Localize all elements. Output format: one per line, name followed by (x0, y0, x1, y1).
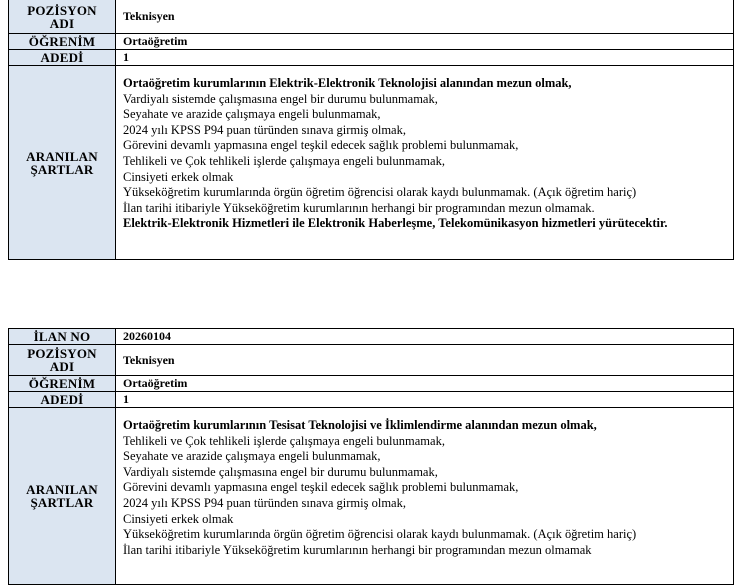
position-label: POZİSYON ADI (9, 0, 116, 34)
ilan-no-value: 20260104 (116, 329, 734, 345)
job-posting-table (8, 0, 734, 260)
count-value: 1 (116, 392, 734, 408)
requirement-item: İlan tarihi itibariyle Yükseköğretim kurumlarının herhangi bir programından mezun olmamak. (123, 200, 595, 215)
education-row (9, 376, 734, 392)
requirements-row (9, 66, 734, 260)
requirements-label: ARANILAN ŞARTLAR (9, 408, 116, 585)
count-value: 1 (116, 50, 734, 66)
requirement-item: Ortaöğretim kurumlarının Tesisat Teknolojisi ve İklimlendirme alanından mezun olmak, (123, 418, 597, 432)
requirements-label: ARANILAN ŞARTLAR (9, 66, 116, 260)
count-label: ADEDİ (9, 50, 116, 66)
requirement-item: Cinsiyeti erkek olmak (123, 169, 234, 184)
requirement-item: Görevini devamlı yapmasına engel teşkil edecek sağlık problemi bulunmamak, (123, 480, 519, 495)
count-label: ADEDİ (9, 392, 116, 408)
education-row (9, 34, 734, 50)
requirement-item: Ortaöğretim kurumlarının Elektrik-Elektronik Teknolojisi alanından mezun olmak, (123, 76, 572, 90)
requirements-list (116, 408, 734, 585)
position-value: Teknisyen (116, 345, 734, 376)
requirement-item: Görevini devamlı yapmasına engel teşkil edecek sağlık problemi bulunmamak, (123, 138, 519, 153)
education-value: Ortaöğretim (116, 376, 734, 392)
requirement-item: Elektrik-Elektronik Hizmetleri ile Elektronik Haberleşme, Telekomünikasyon hizmetleri yürütecektir. (123, 216, 668, 231)
requirement-item: Seyahate ve arazide çalışmaya engeli bulunmamak, (123, 449, 381, 464)
position-value: Teknisyen (116, 0, 734, 34)
requirement-item: İlan tarihi itibariyle Yükseköğretim kurumlarının herhangi bir programından mezun olmamak (123, 542, 592, 557)
requirement-item: Cinsiyeti erkek olmak (123, 511, 234, 526)
ilan-no-row (9, 329, 734, 345)
requirement-item: Vardiyalı sistemde çalışmasına engel bir durumu bulunmamak, (123, 464, 438, 479)
requirement-item: 2024 yılı KPSS P94 puan türünden sınava girmiş olmak, (123, 122, 406, 137)
requirement-item: Vardiyalı sistemde çalışmasına engel bir durumu bulunmamak, (123, 91, 438, 106)
requirement-item: Seyahate ve arazide çalışmaya engeli bulunmamak, (123, 107, 381, 122)
requirement-item: Yükseköğretim kurumlarında örgün öğretim öğrencisi olarak kaydı bulunmamak. (Açık öğretim hariç) (123, 527, 637, 542)
requirement-item: Yükseköğretim kurumlarında örgün öğretim öğrencisi olarak kaydı bulunmamak. (Açık öğretim hariç) (123, 185, 637, 200)
requirement-item: 2024 yılı KPSS P94 puan türünden sınava girmiş olmak, (123, 495, 406, 510)
education-label: ÖĞRENİM (9, 376, 116, 392)
count-row (9, 392, 734, 408)
ilan-no-label: İLAN NO (9, 329, 116, 345)
requirement-item: Tehlikeli ve Çok tehlikeli işlerde çalışmaya engeli bulunmamak, (123, 433, 445, 448)
position-row (9, 0, 734, 34)
requirements-row (9, 408, 734, 585)
education-label: ÖĞRENİM (9, 34, 116, 50)
position-label: POZİSYON ADI (9, 345, 116, 376)
requirements-list (116, 66, 734, 260)
education-value: Ortaöğretim (116, 34, 734, 50)
requirement-item: Tehlikeli ve Çok tehlikeli işlerde çalışmaya engeli bulunmamak, (123, 153, 445, 168)
count-row (9, 50, 734, 66)
job-posting-table (8, 328, 734, 585)
position-row (9, 345, 734, 376)
